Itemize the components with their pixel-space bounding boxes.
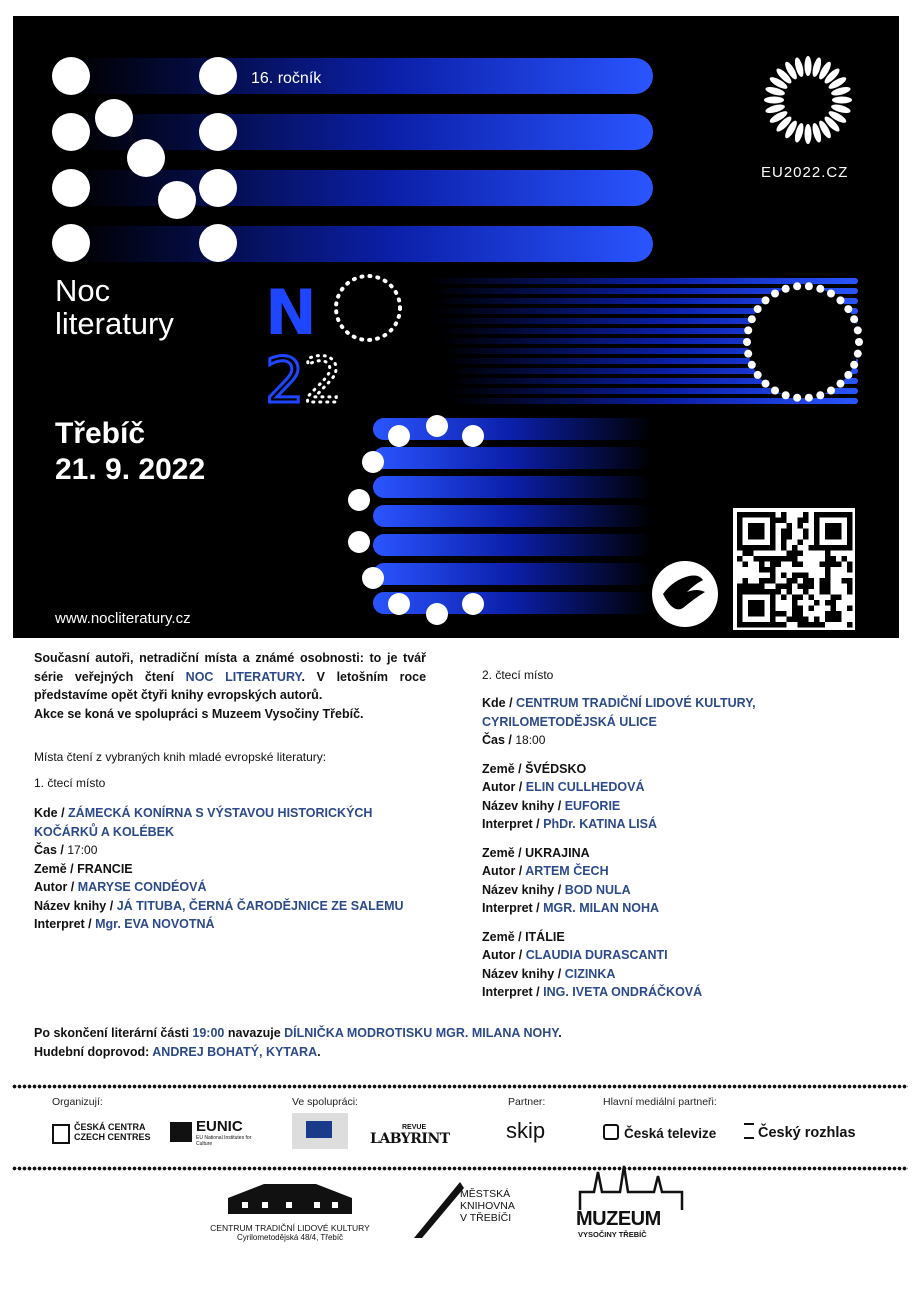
labyrint-logo <box>370 1124 450 1147</box>
noc22-logo <box>265 276 400 417</box>
cooperation-label: Ve spolupráci: <box>292 1096 358 1108</box>
lib-line2: KNIHOVNA <box>460 1200 515 1212</box>
ct-icon <box>603 1124 619 1140</box>
cr-icon <box>744 1123 754 1139</box>
book-ua-interpret: Interpret / MGR. MILAN NOHA <box>482 901 660 915</box>
muzeum-logo <box>574 1162 690 1244</box>
svg-text:2: 2 <box>303 344 343 417</box>
lib-line1: MĚSTSKÁ <box>460 1188 511 1200</box>
eu-commission-logo <box>292 1113 348 1149</box>
muzeum-sub: VYSOČINY TŘEBÍČ <box>578 1230 647 1239</box>
svg-text:N: N <box>265 276 317 349</box>
eu-presidency-link[interactable]: EU2022.CZ <box>761 164 849 181</box>
revue-text: REVUE <box>402 1124 427 1131</box>
event-place-date <box>55 416 205 488</box>
ctlk-line2: Cyrilometodějská 48/4, Třebíč <box>236 1233 344 1242</box>
library-logo <box>412 1178 532 1240</box>
book-it-title: Název knihy / CIZINKA <box>482 966 616 981</box>
eunic-name: EUNIC <box>196 1118 243 1135</box>
event-city: Třebíč <box>55 417 146 450</box>
event-title-line2: literatury <box>55 306 174 341</box>
svg-text:2: 2 <box>265 344 305 417</box>
intro-paragraph <box>34 649 426 723</box>
cc-line2: CZECH CENTRES <box>74 1132 151 1142</box>
edition-label: 16. ročník <box>251 70 322 87</box>
place1-interpret: Interpret / Mgr. EVA NOVOTNÁ <box>34 917 215 931</box>
place2-title: 2. čtecí místo <box>482 668 554 682</box>
book-ua-country2: Země / UKRAJINA <box>482 845 590 860</box>
place2-block <box>482 694 782 1002</box>
place1-author: Autor / MARYSE CONDÉOVÁ <box>34 880 207 894</box>
website-link[interactable]: www.nocliteratury.cz <box>55 610 191 627</box>
book-se-title: Název knihy / EUFORIE <box>482 798 621 813</box>
after-program <box>34 1024 894 1061</box>
event-title-line1: Noc <box>55 273 111 308</box>
intro-text-2: . V letošním roce představíme opět čtyři knihy evropských autorů. <box>34 669 427 702</box>
book-ua-country: Země / ŠVÉDSKO <box>482 761 587 776</box>
farmhouse-icon <box>224 1180 356 1216</box>
place2-where: Kde / CENTRUM TRADIČNÍ LIDOVÉ KULTURY, CYRILOMETODĚJSKÁ ULICE <box>482 696 756 729</box>
labyrint-text: LABYRINT <box>370 1131 450 1147</box>
place2-time: Čas / 18:00 <box>482 733 546 747</box>
dotted-divider-top <box>12 1084 908 1089</box>
bottom-stripes <box>373 418 653 614</box>
lib-line3: V TŘEBÍČI <box>460 1212 512 1224</box>
book-it-country: Země / ITÁLIE <box>482 929 565 944</box>
reading-places-heading: Místa čtení z vybraných knih mladé evropské literatury: <box>34 750 327 764</box>
event-banner <box>13 16 899 638</box>
brand-name: NOC LITERATURY <box>185 669 302 684</box>
book-ua-title: Název knihy / BOD NULA <box>482 882 631 897</box>
ct-name: Česká televize <box>624 1126 717 1141</box>
castle-icon <box>574 1162 690 1212</box>
event-date: 21. 9. 2022 <box>55 453 206 486</box>
cr-name: Český rozhlas <box>758 1125 856 1141</box>
book-ua-author: Autor / ARTEM ČECH <box>482 864 609 878</box>
cooperation-text: Akce se koná ve spolupráci s Muzeem Vysočiny Třebíč. <box>34 706 364 721</box>
dotted-divider-bottom <box>12 1166 908 1171</box>
place1-country: Země / FRANCIE <box>34 861 133 876</box>
skip-logo: skip <box>506 1118 546 1143</box>
book-it-interpret: Interpret / ING. IVETA ONDRÁČKOVÁ <box>482 985 703 999</box>
music-line: Hudební doprovod: ANDREJ BOHATÝ, KYTARA. <box>34 1044 321 1059</box>
book-it-author: Autor / CLAUDIA DURASCANTI <box>482 948 668 962</box>
organizers-label: Organizují: <box>52 1096 103 1108</box>
eunic-sub: EU National Institutes for Culture <box>196 1135 252 1147</box>
partner-label: Partner: <box>508 1096 546 1108</box>
qr-code <box>733 508 855 630</box>
book-se-interpret: Interpret / PhDr. KATINA LISÁ <box>482 817 658 831</box>
eu-sun-icon <box>764 56 852 144</box>
intro-text: Současní autoři, netradiční místa a známé osobnosti: to je tvář série veřejných čtení <box>34 651 426 684</box>
muzeum-name: MUZEUM <box>576 1208 661 1230</box>
place1-time: Čas / 17:00 <box>34 843 98 857</box>
book-se-author: Autor / ELIN CULLHEDOVÁ <box>482 780 645 794</box>
ctlk-logo <box>205 1180 375 1242</box>
place1-where: Kde / ZÁMECKÁ KONÍRNA S VÝSTAVOU HISTORICKÝCH KOČÁRKŮ A KOLÉBEK <box>34 806 373 839</box>
media-partners-label: Hlavní mediální partneři: <box>603 1096 717 1108</box>
cc-line1: ČESKÁ CENTRA <box>74 1122 146 1132</box>
place1-block <box>34 804 434 934</box>
workshop-line: Po skončení literární části 19:00 navazuje DÍLNIČKA MODROTISKU MGR. MILANA NOHY. <box>34 1026 562 1040</box>
cesky-rozhlas-logo <box>744 1123 856 1141</box>
place1-book: Název knihy / JÁ TITUBA, ČERNÁ ČARODĚJNICE ZE SALEMU <box>34 898 404 913</box>
place1-title: 1. čtecí místo <box>34 776 106 790</box>
ctlk-line1: CENTRUM TRADIČNÍ LIDOVÉ KULTURY <box>210 1223 370 1233</box>
ceska-televize-logo <box>603 1124 716 1141</box>
event-title <box>55 274 174 340</box>
